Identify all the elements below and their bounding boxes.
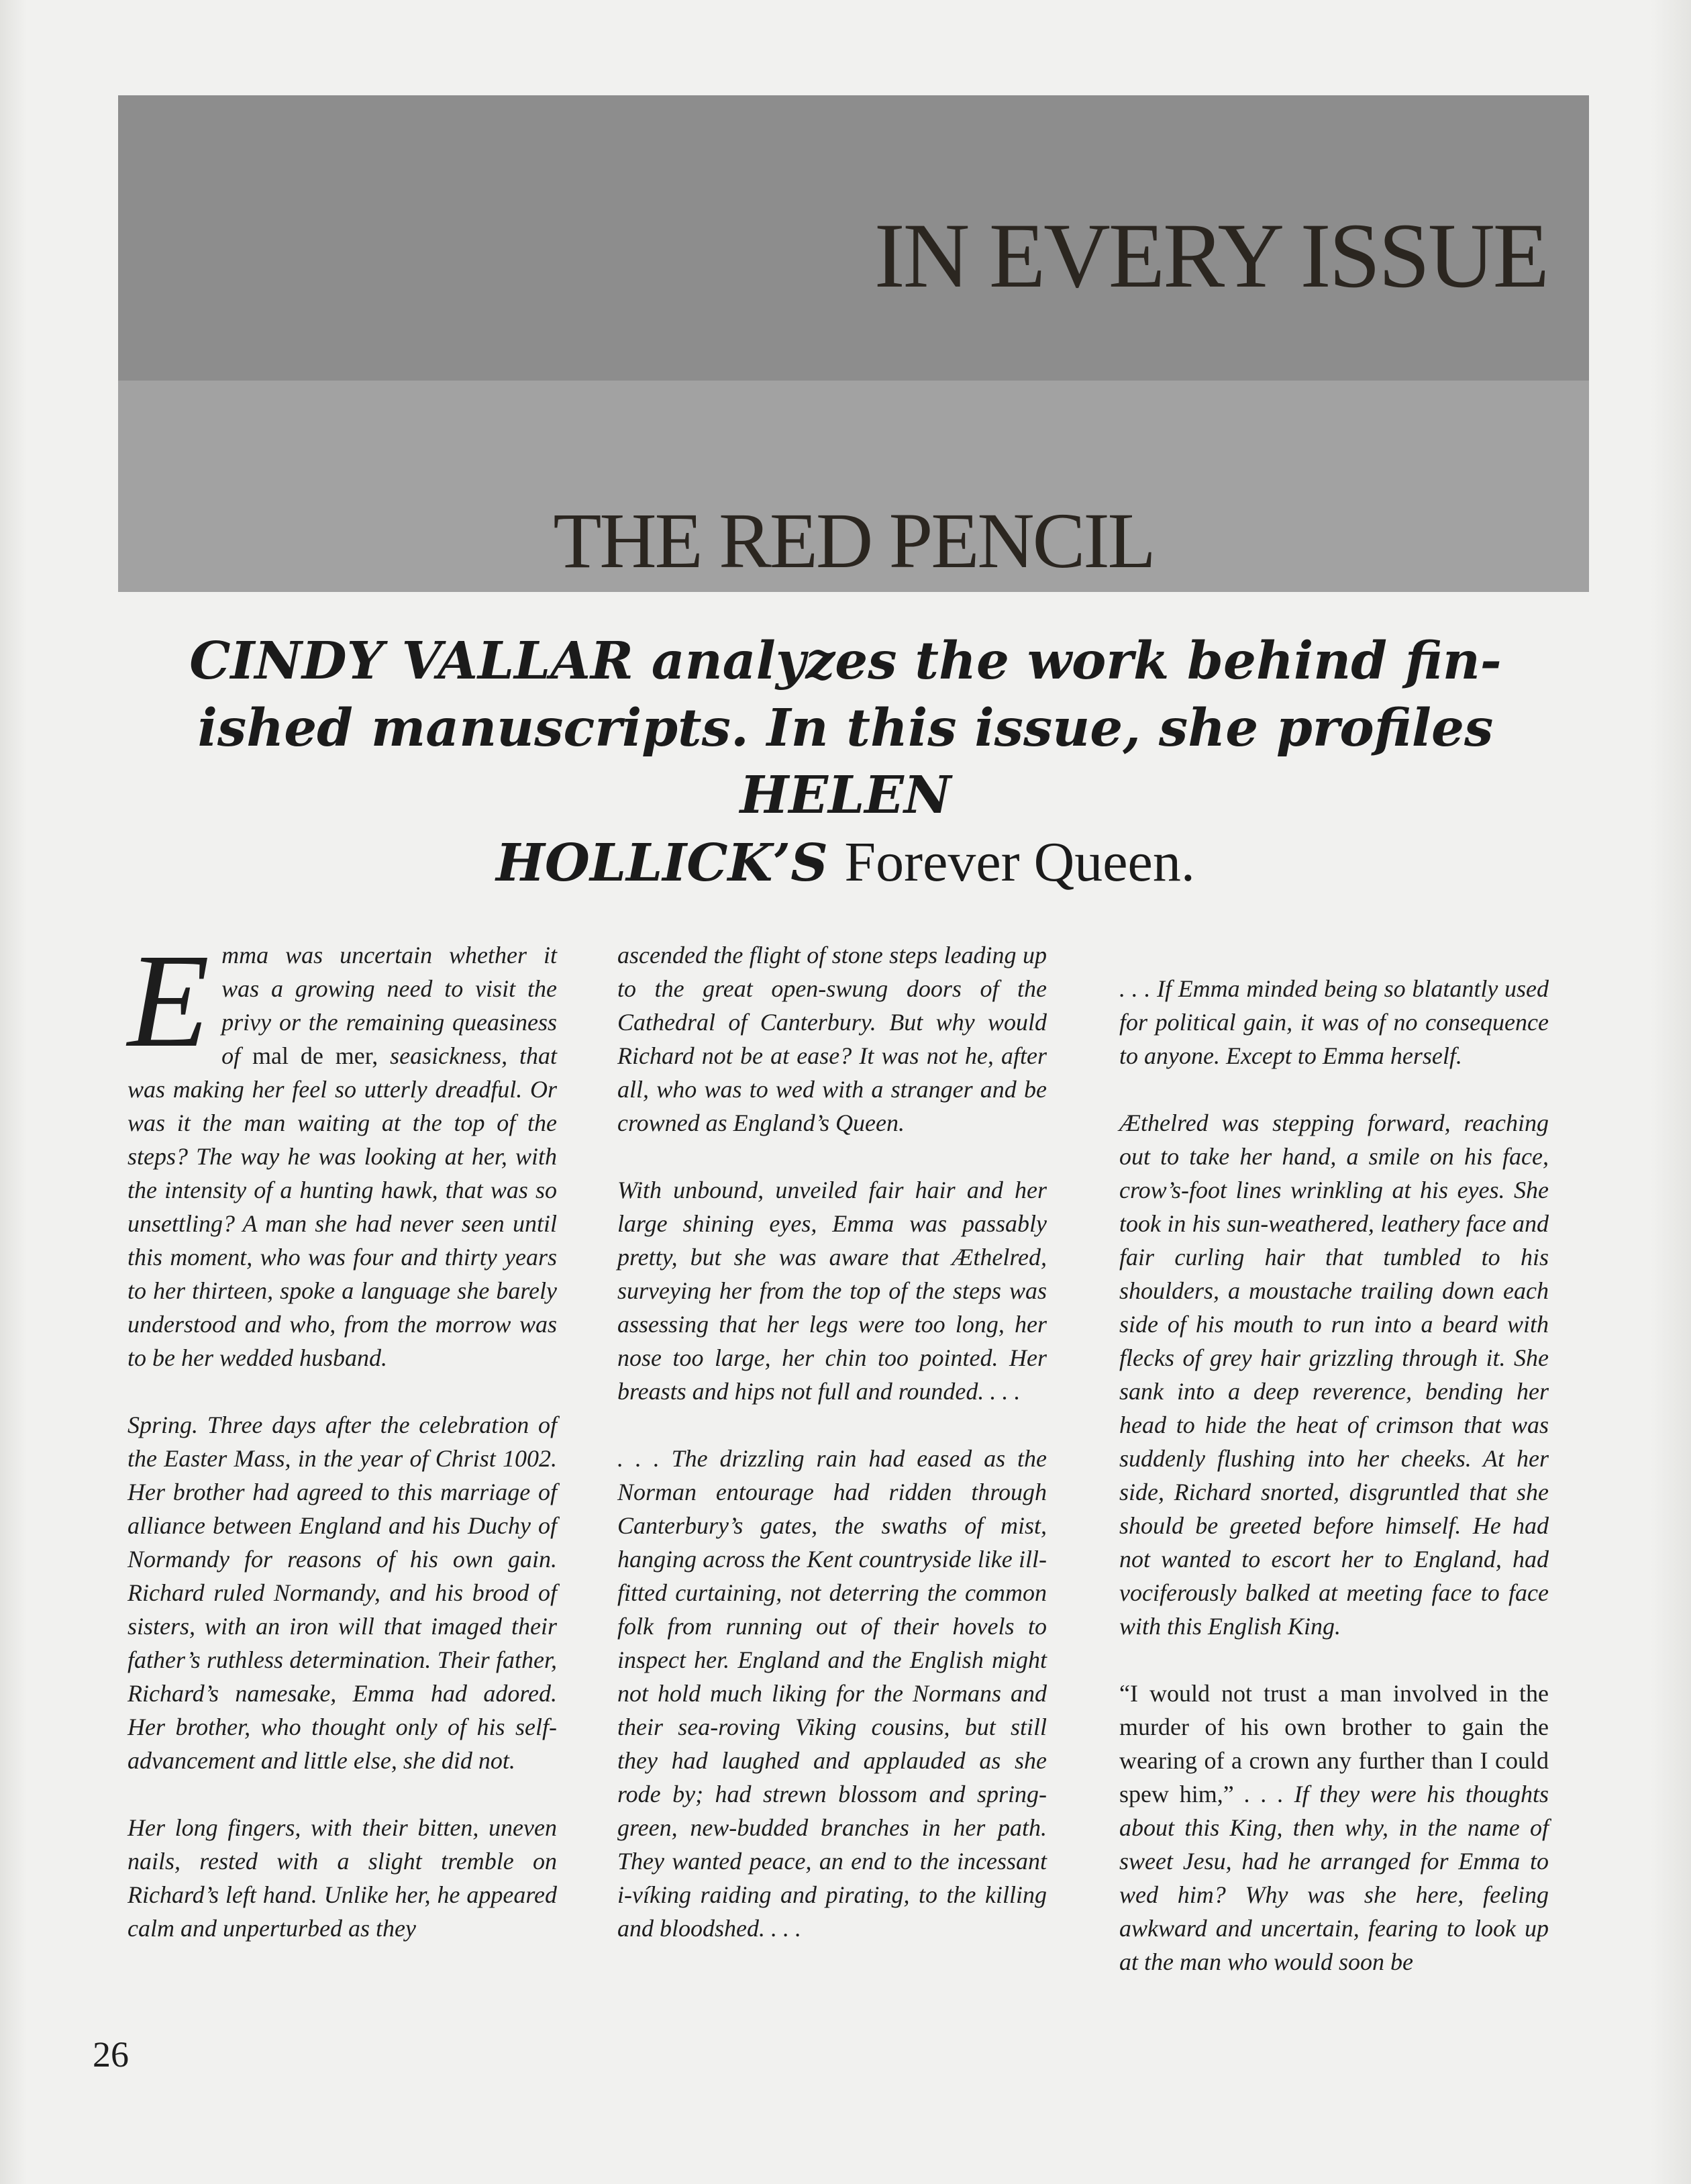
column-3 [1119, 972, 1549, 1979]
paragraph [1119, 1677, 1549, 1979]
quote-text: “I would not trust a man involved in the murder of his own brother to gain the wearing of a crown any further than I could spew him,” [1119, 1680, 1549, 1807]
drop-cap: E [127, 927, 210, 1075]
page-edge [1651, 0, 1691, 2184]
paragraph: Spring. Three days after the celebration of the Easter Mass, in the year of Christ 1002. Her brother had agreed to this marriage of alliance between England and his Duchy of Normandy for reasons of his own gain. Richard ruled Normandy, and his brood of sisters, with an iron will that imaged their father’s ruthless determination. Their father, Richard’s namesake, Emma had adored. Her brother, who thought only of his self-advancement and little else, she did not. [127, 1411, 557, 1774]
deck-book-title: Forever Queen. [844, 831, 1195, 893]
deck-line-1: CINDY VALLAR analyzes the work behind fin- [189, 631, 1502, 691]
text-run: mma was uncertain whether it was a growing need to visit the privy or the remaining queasiness of [221, 942, 557, 1069]
paragraph: . . . If Emma minded being so blatantly used for political gain, it was of no consequence to anyone. Except to Emma herself. [1119, 975, 1549, 1069]
deck-author-name: HOLLICK’S [496, 833, 828, 893]
paragraph: With unbound, unveiled fair hair and her large shining eyes, Emma was passably pretty, but she was aware that Æthelred, surveying her from the top of the steps was assessing that her legs were too long, her nose too large, her chin too pointed. Her breasts and hips not full and rounded. . . . [617, 1177, 1047, 1405]
section-title: THE RED PENCIL [553, 497, 1154, 585]
paragraph: ascended the flight of stone steps leading up to the great open-swung doors of the Cathedral of Canterbury. But why would Richard not be at ease? It was not he, after all, who was to wed with a stranger and be crowned as England’s Queen. [617, 942, 1047, 1136]
deck-line-3 [141, 829, 1550, 897]
column-1 [127, 927, 557, 1945]
paragraph: Her long fingers, with their bitten, uneven nails, rested with a slight tremble on Richard’s left hand. Unlike her, he appeared calm and unperturbed as they [127, 1814, 557, 1942]
column-2 [617, 938, 1047, 1945]
text-run: . . . If they were his thoughts about this King, then why, in the name of sweet Jesu, had he arranged for Emma to wed him? Why was she here, feeling awkward and uncertain, fearing to look up at the man who would soon be [1119, 1781, 1549, 1975]
banner-title: IN EVERY ISSUE [874, 204, 1547, 307]
header-banner [118, 95, 1589, 592]
paragraph: Æthelred was stepping forward, reaching out to take her hand, a smile on his face, crow’s-foot lines wrinkling at his eyes. She took in his sun-weathered, leathery face and fair curling hair that tumbled to his shoulders, a moustache trailing down each side of his mouth to run into a beard with flecks of grey hair grizzling through it. She sank into a deep reverence, bending her head to hide the heat of crimson that was suddenly flushing into her cheeks. At her side, Richard snorted, disgruntled that she should be greeted before himself. He had not wanted to escort her to England, had vociferously balked at meeting face to face with this English King. [1119, 1109, 1549, 1640]
paragraph: . . . The drizzling rain had eased as the Norman entourage had ridden through Canterbury’s gates, the swaths of mist, hanging across the Kent countryside like ill-fitted curtaining, not deterring the common folk from running out of their hovels to inspect her. England and the English might not hold much liking for the Normans and their sea-roving Viking cousins, but still they had laughed and applauded as she rode by; had strewn blossom and spring-green, new-budded branches in her path. They wanted peace, an end to the incessant i-víking raiding and pirating, to the killing and bloodshed. . . . [617, 1445, 1047, 1942]
article-deck [141, 628, 1550, 897]
deck-line-2: ished manuscripts. In this issue, she profiles HELEN [197, 698, 1494, 826]
page-shadow [0, 0, 27, 2184]
text-run: seasickness, that was making her feel so utterly dreadful. Or was it the man waiting at the top of the steps? The way he was looking at her, with the intensity of a hunting hawk, that was so unsettling? A man she had never seen until this moment, who was four and thirty years to her thirteen, spoke a language she barely understood and who, from the morrow was to be her wedded husband. [127, 1042, 557, 1371]
text-run-roman: mal de mer, [252, 1042, 378, 1069]
paragraph [127, 927, 557, 1375]
page-number: 26 [93, 2034, 129, 2075]
